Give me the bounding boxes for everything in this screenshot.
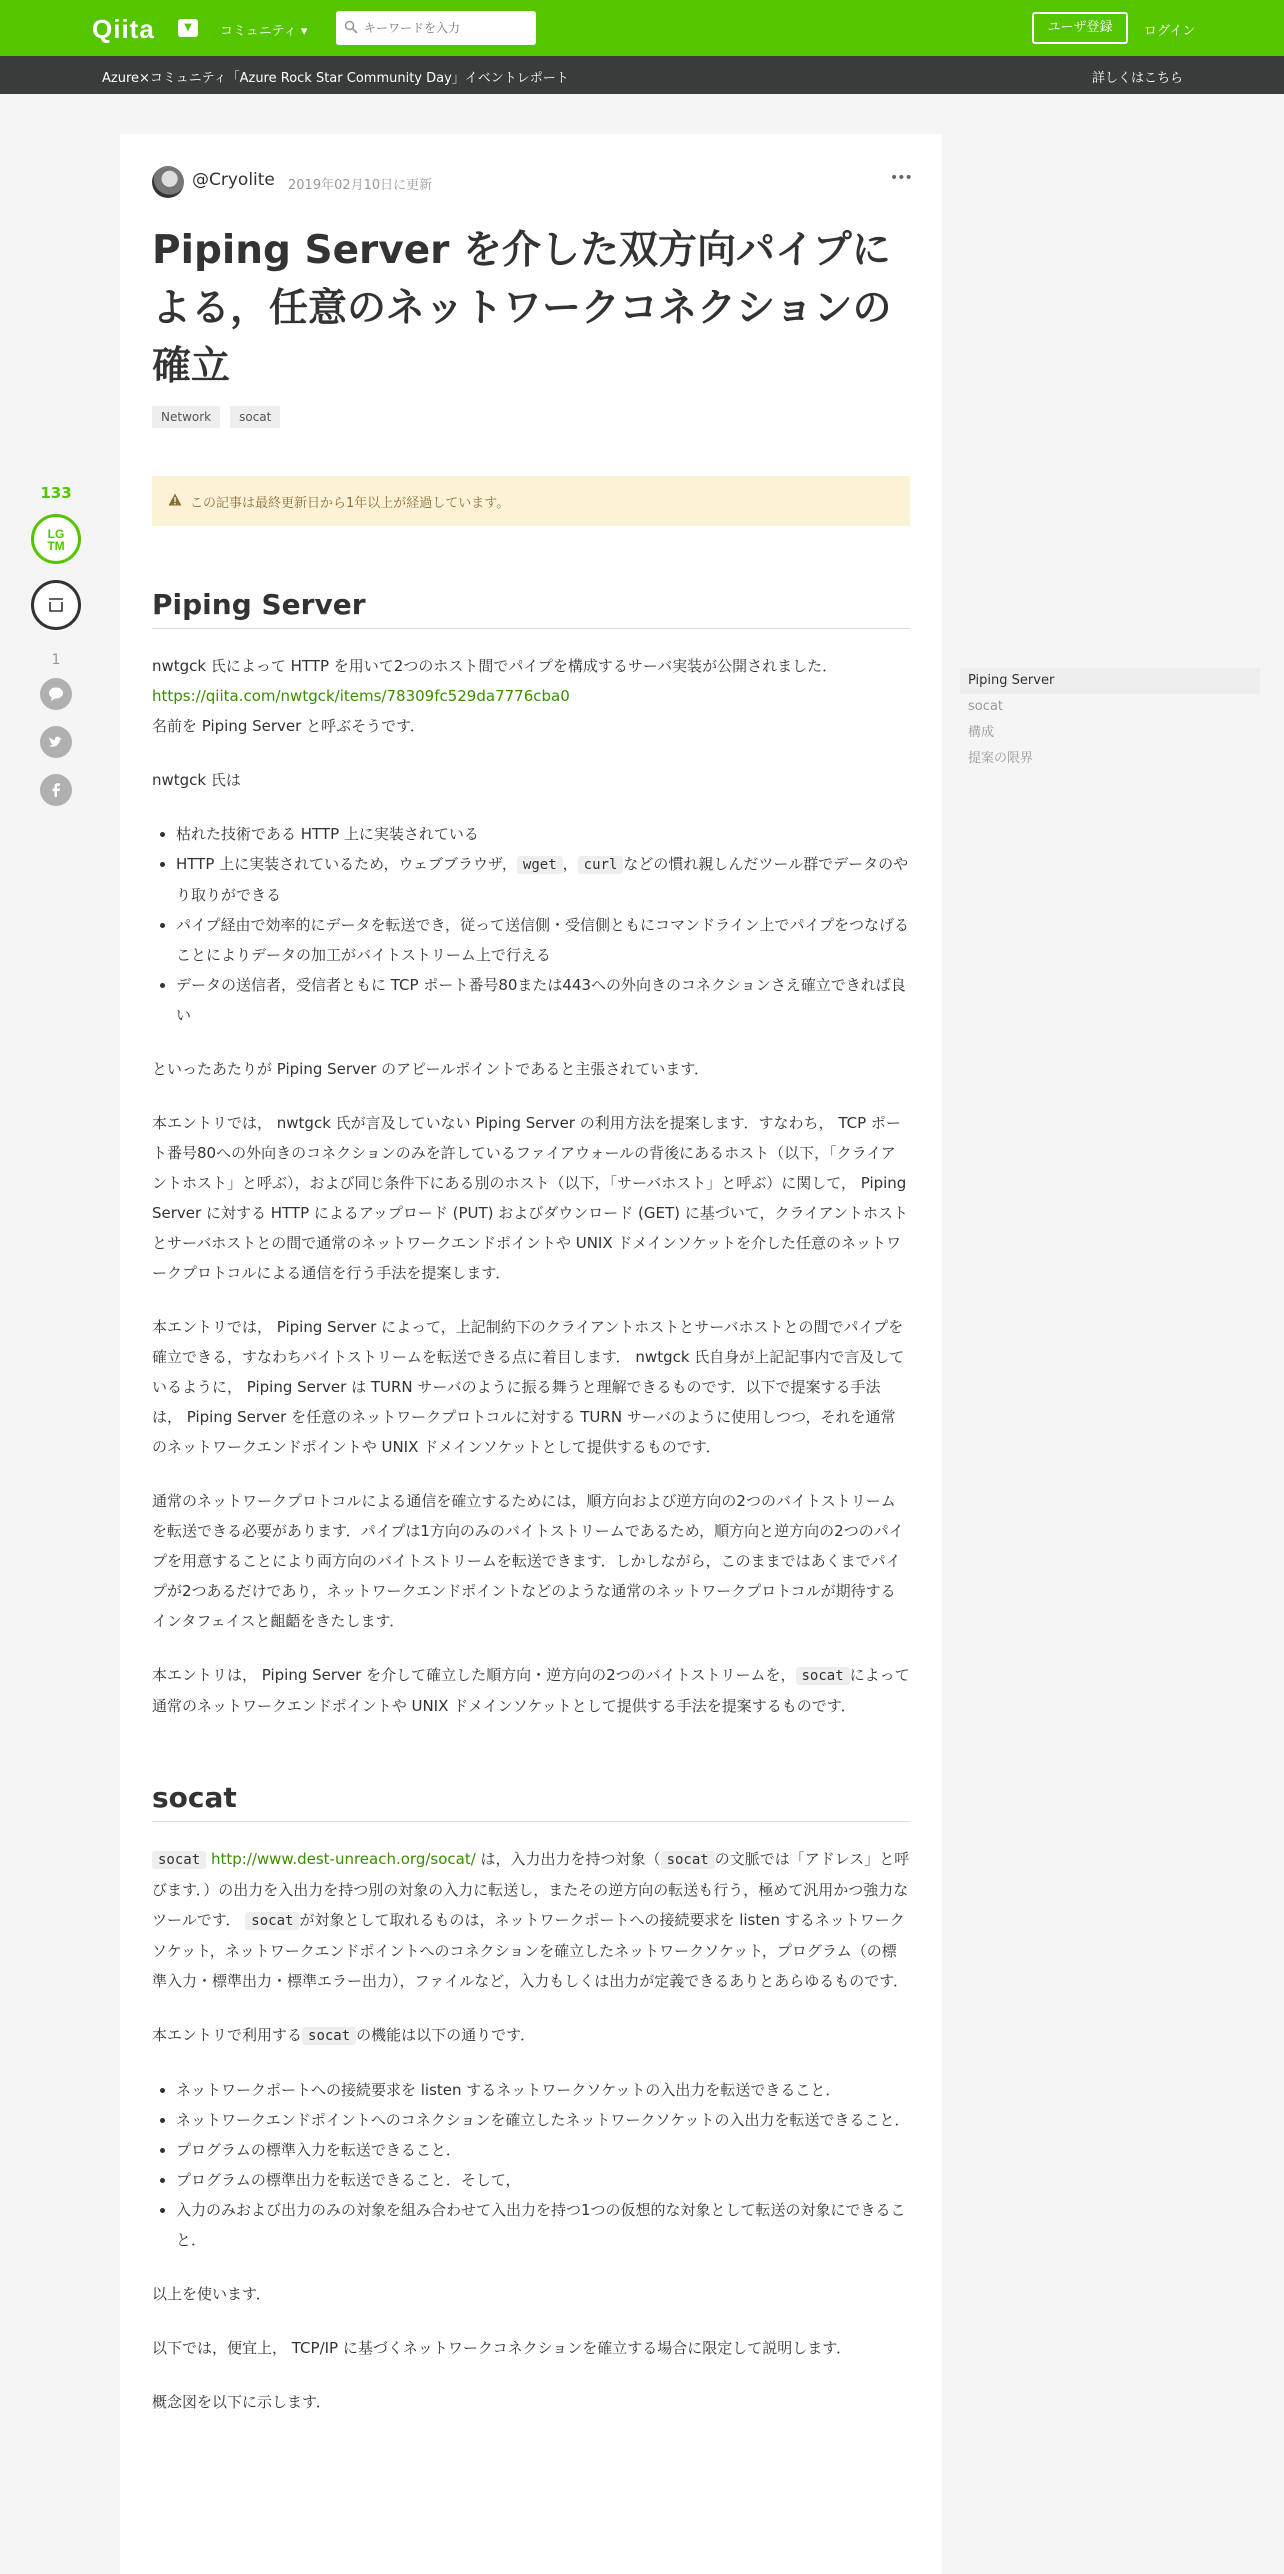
author-name[interactable]: @Cryolite xyxy=(192,170,275,190)
article xyxy=(120,134,942,2574)
list-item: • パイプ経由で効率的にデータを転送でき，従って送信側・受信側ともにコマンドライン上でパイプをつなげることによりデータの加工がバイトストリーム上で行える xyxy=(176,910,910,970)
banner-details-link[interactable]: 詳しくはこちら xyxy=(1092,71,1184,86)
stock-icon xyxy=(47,596,65,614)
tag-list xyxy=(152,406,280,428)
tag-socat[interactable]: socat xyxy=(230,406,280,428)
paragraph: nwtgck 氏は xyxy=(152,771,241,789)
warning-icon xyxy=(168,493,182,506)
alert-text: この記事は最終更新日から1年以上が経過しています。 xyxy=(190,496,510,511)
facebook-share-button[interactable] xyxy=(40,774,72,806)
comment-count: 1 xyxy=(51,652,61,668)
author-avatar[interactable] xyxy=(152,166,184,198)
separator: ， xyxy=(562,855,578,873)
table-of-contents xyxy=(960,668,1260,772)
heading-piping-server: Piping Server xyxy=(152,584,910,629)
global-header xyxy=(0,0,1284,56)
list-item: • 入力のみおよび出力のみの対象を組み合わせて入出力を持つ1つの仮想的な対象として転送の対象にできること． xyxy=(176,2195,910,2255)
paragraph-text: は，入力出力を持つ対象（ xyxy=(480,1850,661,1868)
list-item-text: HTTP 上に実装されているため，ウェブブラウザ， xyxy=(176,855,517,873)
login-link[interactable]: ログイン xyxy=(1144,24,1196,39)
qiita-article-link[interactable]: https://qiita.com/nwtgck/items/78309fc529da7776cba0 xyxy=(152,687,570,705)
twitter-share-button[interactable] xyxy=(40,726,72,758)
paragraph-text: が対象として取れるものは，ネットワークポートへの接続要求を listen するネットワークソケット，ネットワークエンドポイントへのコネクションを確立したネットワークソケット，プログラム（の標準入力・標準出力・標準エラー出力），ファイルなど，入力もしくは出力が定義できるありとあらゆるものです． xyxy=(152,1911,909,1990)
tag-network[interactable]: Network xyxy=(152,406,220,428)
stock-button[interactable] xyxy=(31,580,81,630)
inline-code: socat xyxy=(661,1851,715,1869)
toc-item-piping-server[interactable]: Piping Server xyxy=(960,668,1260,694)
toc-item-structure[interactable]: 構成 xyxy=(968,725,995,740)
paragraph xyxy=(152,2020,910,2051)
list-item: • ネットワークエンドポイントへのコネクションを確立したネットワークソケットの入出力を転送できること． xyxy=(176,2105,910,2135)
twitter-icon xyxy=(47,733,65,751)
lgtm-label-line2: TM xyxy=(47,539,65,553)
chevron-down-icon[interactable]: ▼ xyxy=(178,19,198,37)
paragraph xyxy=(152,1844,910,1996)
paragraph-text: 本エントリは， Piping Server を介して確立した順方向・逆方向の2つのバイトストリームを， xyxy=(152,1666,796,1684)
qiita-logo[interactable]: Qiita xyxy=(92,14,155,44)
paragraph-text: 名前を Piping Server と呼ぶそうです． xyxy=(152,717,425,735)
toc-item-limitations[interactable]: 提案の限界 xyxy=(968,751,1034,766)
outdated-alert xyxy=(152,476,910,526)
banner-text[interactable]: Azure×コミュニティ「Azure Rock Star Community Day」イベントレポート xyxy=(102,71,569,86)
article-body xyxy=(152,584,910,2441)
paragraph: 概念図を以下に示します． xyxy=(152,2393,331,2411)
comment-icon xyxy=(47,685,65,703)
lgtm-count: 133 xyxy=(40,484,72,502)
inline-code: socat xyxy=(152,1851,206,1869)
paragraph: 以上を使います． xyxy=(152,2285,271,2303)
paragraph xyxy=(152,1660,910,1721)
paragraph: といったあたりが Piping Server のアピールポイントであると主張されています． xyxy=(152,1060,709,1078)
updated-date: 2019年02月10日に更新 xyxy=(288,178,433,193)
paragraph: 本エントリでは， Piping Server によって，上記制約下のクライアントホストとサーバホストとの間でパイプを確立できる，すなわちバイトストリームを転送できる点に着目します． nwtgck 氏自身が上記記事内で言及しているように， Piping Server は TURN サーバのように振る舞うと理解できるものです．以下で提案する手法は， Piping Server を任意のネットワークプロトコルに対する TURN サーバのように使用しつつ，それを通常のネットワークエンドポイントや UNIX ドメインソケットとして提供するものです． xyxy=(152,1318,905,1456)
paragraph-text: 本エントリで利用する xyxy=(152,2026,303,2044)
appeal-list xyxy=(176,819,910,1030)
search-input[interactable] xyxy=(364,11,532,45)
paragraph: 通常のネットワークプロトコルによる通信を確立するためには，順方向および逆方向の2つのバイトストリームを転送できる必要があります．パイプは1方向のみのバイトストリームであるため，順方向と逆方向の2つのパイプを用意することにより両方向のバイトストリームを転送できます．しかしながら，このままではあくまでパイプが2つあるだけであり，ネットワークエンドポイントなどのような通常のネットワークプロトコルが期待するインタフェイスと齟齬をきたします． xyxy=(152,1492,904,1630)
list-item: • プログラムの標準入力を転送できること． xyxy=(176,2135,910,2165)
list-item: • ネットワークポートへの接続要求を listen するネットワークソケットの入出力を転送できること． xyxy=(176,2075,910,2105)
socat-feature-list xyxy=(176,2075,910,2255)
lgtm-label-line1: LG xyxy=(47,527,65,541)
article-title: Piping Server を介した双方向パイプによる，任意のネットワークコネクションの確立 xyxy=(152,228,892,389)
search-icon xyxy=(344,20,358,34)
comment-button[interactable] xyxy=(40,678,72,710)
heading-socat: socat xyxy=(152,1777,910,1822)
event-banner xyxy=(0,56,1284,94)
list-item xyxy=(176,849,910,910)
paragraph: 以下では，便宜上， TCP/IP に基づくネットワークコネクションを確立する場合に限定して説明します． xyxy=(152,2339,852,2357)
more-menu-button[interactable]: ••• xyxy=(890,170,912,186)
signup-button[interactable]: ユーザ登録 xyxy=(1032,12,1128,44)
list-item: • データの送信者，受信者ともに TCP ポート番号80または443への外向きのコネクションさえ確立できれば良い xyxy=(176,970,910,1030)
paragraph xyxy=(152,651,910,741)
lgtm-button[interactable] xyxy=(31,514,81,564)
inline-code: socat xyxy=(302,2027,356,2045)
socat-link[interactable]: http://www.dest-unreach.org/socat/ xyxy=(210,1850,476,1868)
list-item: • プログラムの標準出力を転送できること．そして， xyxy=(176,2165,910,2195)
paragraph-text: によって通常のネットワークエンドポイントや UNIX ドメインソケットとして提供する手法を提案するものです． xyxy=(152,1666,910,1715)
paragraph-text: の文脈では「アドレス」と呼びます．）の出力を入出力を持つ別の対象の入力に転送し，またその逆方向の転送も行う，極めて汎用かつ強力なツールです． xyxy=(152,1850,910,1929)
inline-code: curl xyxy=(578,856,624,874)
paragraph: 本エントリでは， nwtgck 氏が言及していない Piping Server の利用方法を提案します．すなわち， TCP ポート番号80への外向きのコネクションのみを許しているファイアウォールの背後にあるホスト（以下，「クライアントホスト」と呼ぶ），および同じ条件下にある別のホスト（以下，「サーバホスト」と呼ぶ）に関して， Piping Server に対する HTTP によるアップロード (PUT) およびダウンロード (GET) に基づいて，クライアントホストとサーバホストとの間で通常のネットワークエンドポイントや UNIX ドメインソケットを介した任意のネットワークプロトコルによる通信を行う手法を提案します． xyxy=(152,1114,908,1282)
inline-code: wget xyxy=(517,856,563,874)
list-item: • 枯れた技術である HTTP 上に実装されている xyxy=(176,819,910,849)
paragraph-text: の機能は以下の通りです． xyxy=(356,2026,535,2044)
inline-code: socat xyxy=(796,1667,850,1685)
community-menu[interactable]: コミュニティ ▾ xyxy=(220,24,308,39)
list-item-text: などの慣れ親しんだツール群でデータのやり取りができる xyxy=(176,855,909,904)
paragraph-text: nwtgck 氏によって HTTP を用いて2つのホスト間でパイプを構成するサーバ実装が公開されました． xyxy=(152,657,838,675)
inline-code: socat xyxy=(245,1912,299,1930)
toc-item-socat[interactable]: socat xyxy=(968,699,1003,714)
search-box[interactable] xyxy=(336,11,536,45)
facebook-icon xyxy=(47,781,65,799)
